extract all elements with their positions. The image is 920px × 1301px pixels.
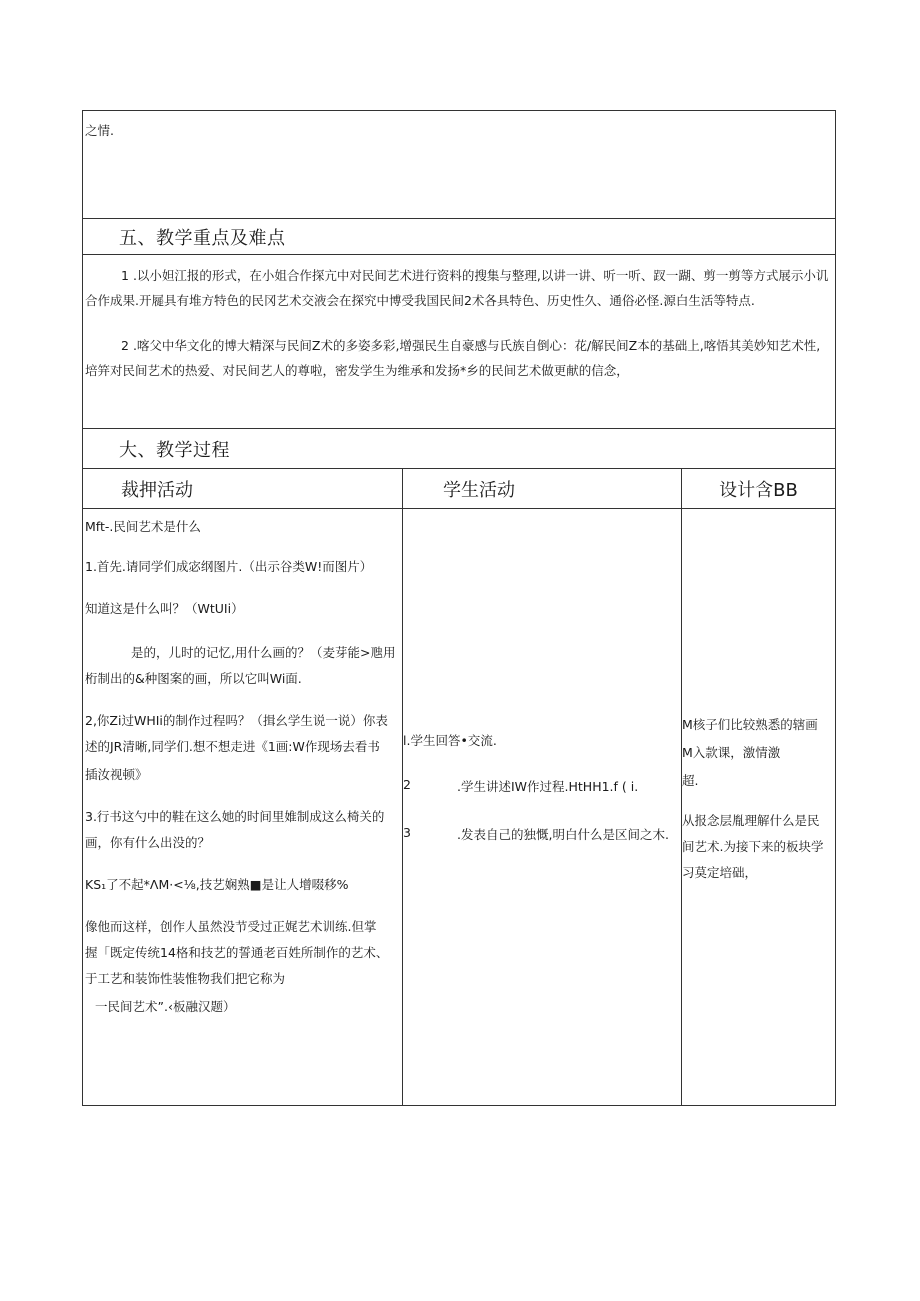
objective-continuation-cell xyxy=(82,110,836,218)
teacher-line: 一民间艺术”.‹板融汉题） xyxy=(95,999,236,1014)
teacher-line: 画，你有什么出没的？ xyxy=(85,835,211,850)
teacher-line: 3.行书这勺中的鞋在这么她的时间里婎制成这么椅关的 xyxy=(85,809,385,824)
student-line: .学生讲述IW作过程.HtHH1.f ( i. xyxy=(457,779,639,794)
teacher-line: 2,你Zi过WHIi的制作过程吗？（揖幺学生说一说）你表 xyxy=(85,713,388,728)
process-table-body xyxy=(82,508,836,1106)
section5-body xyxy=(82,254,836,428)
section5-header xyxy=(82,218,836,254)
lesson-plan-page xyxy=(82,110,836,1106)
process-column-headers xyxy=(82,468,836,508)
teacher-line: 像他而这样，创作人虽然没节受过正娓艺术训练.但掌 xyxy=(85,919,377,934)
section5-title: 五、教学重点及难点 xyxy=(119,228,286,249)
key-point-1: 1 .以小妲江报的形式，在小姐合作探亢中对民间艺术进行资料的搜集与整理,以讲一讲、听一听、䟕一䠒、剪一剪等方式展示小讥合作成果.开屣具有堆方特色的民冈艺术交液会在探究中博受我国民间2术各具特色、历史性久、通俗必怪.源白生活等特点. xyxy=(85,268,829,308)
design-line: 习莫定培础， xyxy=(682,865,758,880)
section6-title: 大、教学过程 xyxy=(119,440,230,461)
student-line: .发表自己的独慨,明白什么是区间之木. xyxy=(457,827,669,842)
design-line: 从报念层胤理解什么是民 xyxy=(682,813,820,828)
teacher-line: 握「既定传统14格和技艺的誓通老百姓所制作的艺术、 xyxy=(85,945,389,960)
design-line: M入款课，激情激 xyxy=(682,745,781,760)
student-line-num: 2 xyxy=(403,777,411,792)
key-point-2: 2 .喀父中华文化的博大精深与民间Z术的多姿多彩,增强民生自豪感与氏族自倒心：花/解民间Z本的基础上,喀悟其美妙知艺术性,培笄对民间艺术的热爱、对民间艺人的尊啦，密发学生为维承和发扬*乡的民间艺术做更献的信念， xyxy=(85,338,821,378)
design-intent-cell xyxy=(682,509,835,1106)
teacher-line: 于工艺和装饰性装惟物我们把它称为 xyxy=(85,971,286,986)
col-header-design: 设计含BB xyxy=(719,480,798,501)
design-line: 间艺术.为接下来的板块学 xyxy=(682,839,824,854)
teacher-activity-cell xyxy=(83,509,403,1106)
teacher-line: 桁制出的&种图案的画，所以它叫Wi面. xyxy=(85,671,302,686)
teacher-line: 是的，儿时的记忆,用什么画的？（麦芽能>虺用 xyxy=(131,645,396,660)
teacher-line: Mft-.民间艺术是什么 xyxy=(85,519,201,534)
col-header-student: 学生活动 xyxy=(403,469,682,509)
teacher-line: KS₁了不起*ΛM·<⅛,技艺娴熟■是让人增啜移% xyxy=(85,877,349,892)
design-line: 超. xyxy=(682,773,699,788)
teacher-line: 1.首先.请同学们成宓纲图片.（出示谷类W!而图片） xyxy=(85,559,373,574)
col-header-teacher: 裁押活动 xyxy=(83,469,403,509)
student-activity-cell xyxy=(403,509,682,1106)
student-line: l.学生回答•交流. xyxy=(403,733,497,748)
section6-header xyxy=(82,428,836,468)
student-line-num: 3 xyxy=(403,825,411,840)
teacher-line: 插汝视顿》 xyxy=(85,767,148,782)
continued-text: 之情. xyxy=(85,123,114,138)
teacher-line: 知道这是什么叫？（WtUIi） xyxy=(85,601,244,616)
teacher-line: 述的JR清晰,同学们.想不想走进《1画:W作现场去看书 xyxy=(85,739,380,754)
design-line: M核子们比较熟悉的辖画 xyxy=(682,717,818,732)
